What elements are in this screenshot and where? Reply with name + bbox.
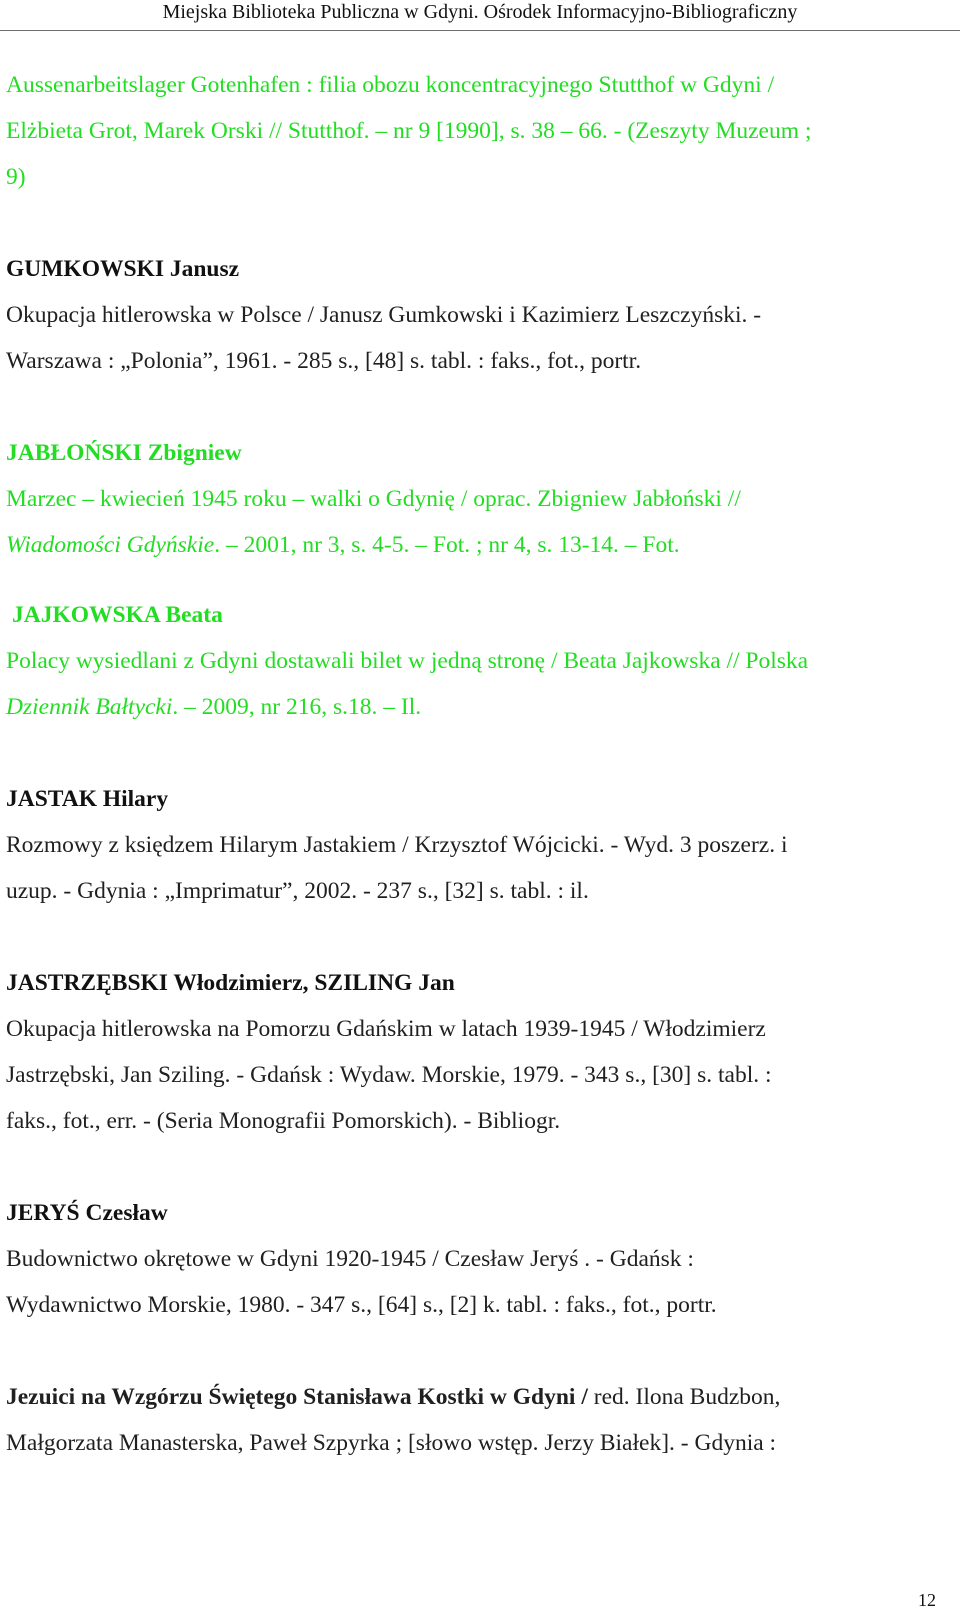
entry3-line1[interactable]: Marzec – kwiecień 1945 roku – walki o Gdynię / oprac. Zbigniew Jabłoński // xyxy=(6,486,741,512)
page-number: 12 xyxy=(918,1590,936,1610)
entry8-rest: red. Ilona Budzbon, xyxy=(587,1384,781,1410)
entry7-author: JERYŚ Czesław xyxy=(6,1200,168,1226)
entry1-line2[interactable]: Elżbieta Grot, Marek Orski // Stutthof. – nr 9 [1990], s. 38 – 66. - (Zeszyty Muzeum ; xyxy=(6,118,812,144)
entry6-line2: Jastrzębski, Jan Sziling. - Gdańsk : Wydaw. Morskie, 1979. - 343 s., [30] s. tabl. : xyxy=(6,1062,772,1088)
page-header xyxy=(0,0,960,31)
entry1-line1[interactable]: Aussenarbeitslager Gotenhafen : filia obozu koncentracyjnego Stutthof w Gdyni / xyxy=(6,72,775,98)
entry7-line1: Budownictwo okrętowe w Gdyni 1920-1945 / Czesław Jeryś . - Gdańsk : xyxy=(6,1246,694,1272)
entry2-line2: Warszawa : „Polonia”, 1961. - 285 s., [48] s. tabl. : faks., fot., portr. xyxy=(6,348,642,374)
entry2-author: GUMKOWSKI Janusz xyxy=(6,256,240,282)
entry8-line1 xyxy=(6,1382,780,1412)
entry3-rest: . – 2001, nr 3, s. 4-5. – Fot. ; nr 4, s. 13-14. – Fot. xyxy=(214,532,680,558)
entry4-rest: . – 2009, nr 216, s.18. – Il. xyxy=(172,694,422,720)
entry3-line2[interactable] xyxy=(6,530,680,560)
header-title: Miejska Biblioteka Publiczna w Gdyni. Ośrodek Informacyjno-Bibliograficzny xyxy=(162,1,798,23)
entry6-line1: Okupacja hitlerowska na Pomorzu Gdańskim w latach 1939-1945 / Włodzimierz xyxy=(6,1016,766,1042)
entry4-source: Dziennik Bałtycki xyxy=(6,694,173,720)
entry6-line3: faks., fot., err. - (Seria Monografii Pomorskich). - Bibliogr. xyxy=(6,1108,561,1134)
entry2-line1: Okupacja hitlerowska w Polsce / Janusz Gumkowski i Kazimierz Leszczyński. - xyxy=(6,302,762,328)
entry5-line1: Rozmowy z księdzem Hilarym Jastakiem / Krzysztof Wójcicki. - Wyd. 3 poszerz. i xyxy=(6,832,788,858)
entry4-line1[interactable]: Polacy wysiedlani z Gdyni dostawali bilet w jedną stronę / Beata Jajkowska // Polska xyxy=(6,648,809,674)
entry3-source: Wiadomości Gdyńskie xyxy=(6,532,215,558)
entry8-line2: Małgorzata Manasterska, Paweł Szpyrka ; [słowo wstęp. Jerzy Białek]. - Gdynia : xyxy=(6,1430,777,1456)
entry3-author[interactable]: JABŁOŃSKI Zbigniew xyxy=(6,440,242,466)
entry8-title: Jezuici na Wzgórzu Świętego Stanisława Kostki w Gdyni / xyxy=(6,1384,588,1410)
entry6-author: JASTRZĘBSKI Włodzimierz, SZILING Jan xyxy=(6,970,455,996)
entry5-line2: uzup. - Gdynia : „Imprimatur”, 2002. - 237 s., [32] s. tabl. : il. xyxy=(6,878,589,904)
entry4-author[interactable]: JAJKOWSKA Beata xyxy=(12,602,223,628)
entry4-line2[interactable] xyxy=(6,692,421,722)
entry5-author: JASTAK Hilary xyxy=(6,786,169,812)
entry1-line3[interactable]: 9) xyxy=(6,164,26,190)
entry7-line2: Wydawnictwo Morskie, 1980. - 347 s., [64] s., [2] k. tabl. : faks., fot., portr. xyxy=(6,1292,717,1318)
